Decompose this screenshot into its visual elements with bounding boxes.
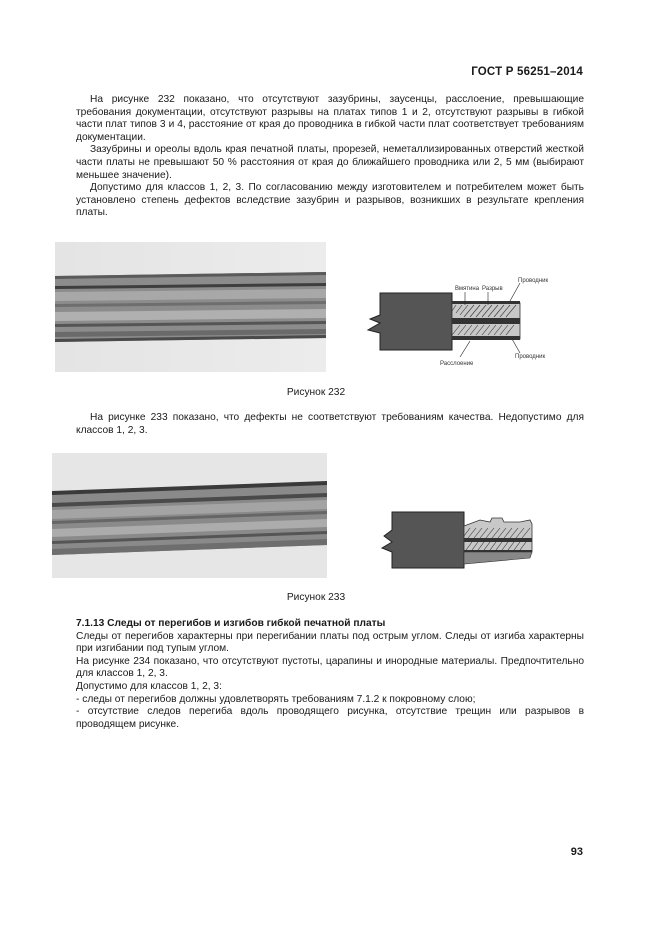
figure-233-caption: Рисунок 233 (286, 592, 346, 603)
figure-233-photo (52, 453, 327, 578)
middle-text (76, 412, 584, 437)
label-conductor-bottom: Проводник (515, 354, 546, 360)
paragraph: Допустимо для классов 1, 2, 3: (76, 680, 222, 692)
document-id: ГОСТ Р 56251–2014 (471, 66, 583, 78)
label-tear: Разрыв (482, 286, 503, 292)
label-dent: Вмятина (455, 286, 480, 292)
figure-232-caption: Рисунок 232 (286, 387, 346, 398)
label-conductor-top: Проводник (518, 278, 549, 284)
section-heading: 7.1.13 Следы от перегибов и изгибов гибкой печатной платы (76, 618, 386, 629)
paragraph: На рисунке 233 показано, что дефекты не соответствуют требованиям качества. Недопустимо для классов 1, 2, 3. (76, 412, 584, 436)
intro-text (76, 94, 584, 220)
figure-232-diagram (360, 275, 575, 370)
paragraph: Зазубрины и ореолы вдоль края печатной платы, прорезей, неметаллизированных отверстий жесткой части платы не превышают 50 % расстояния от края до ближайшего проводника или 2, 5 мм (выбирают меньшее значение). (76, 144, 584, 181)
list-item: - следы от перегибов должны удовлетворять требованиям 7.1.2 к покровному слою; (76, 693, 476, 705)
label-delamination: Расслоение (440, 361, 474, 367)
section-text (76, 618, 584, 731)
paragraph: Допустимо для классов 1, 2, 3. По согласованию между изготовителем и потребителем может быть установлено степень дефектов вследствие зазубрин и разрывов, возникших в результате крепления платы. (76, 182, 584, 219)
paragraph: Следы от перегибов характерны при перегибании платы под острым углом. Следы от изгиба характерны при изгибании под тупым углом. (76, 630, 584, 655)
figure-232-photo (55, 242, 326, 372)
figure-233-diagram (380, 508, 540, 573)
list-item: - отсутствие следов перегиба вдоль проводящего рисунка, отсутствие трещин или разрывов в проводящем рисунке. (76, 706, 584, 730)
paragraph: На рисунке 234 показано, что отсутствуют пустоты, царапины и инородные материалы. Предпочтительно для классов 1, 2, 3. (76, 655, 584, 680)
paragraph: На рисунке 232 показано, что отсутствуют зазубрины, заусенцы, расслоение, превышающие требования документации, отсутствуют разрывы на платах типов 1 и 2, отсутствуют разрывы в гибкой части плат типов 3 и 4, расстояние от края до проводника в гибкой части плат соответствует требованиям документации. (76, 94, 584, 143)
page-number: 93 (570, 846, 583, 858)
